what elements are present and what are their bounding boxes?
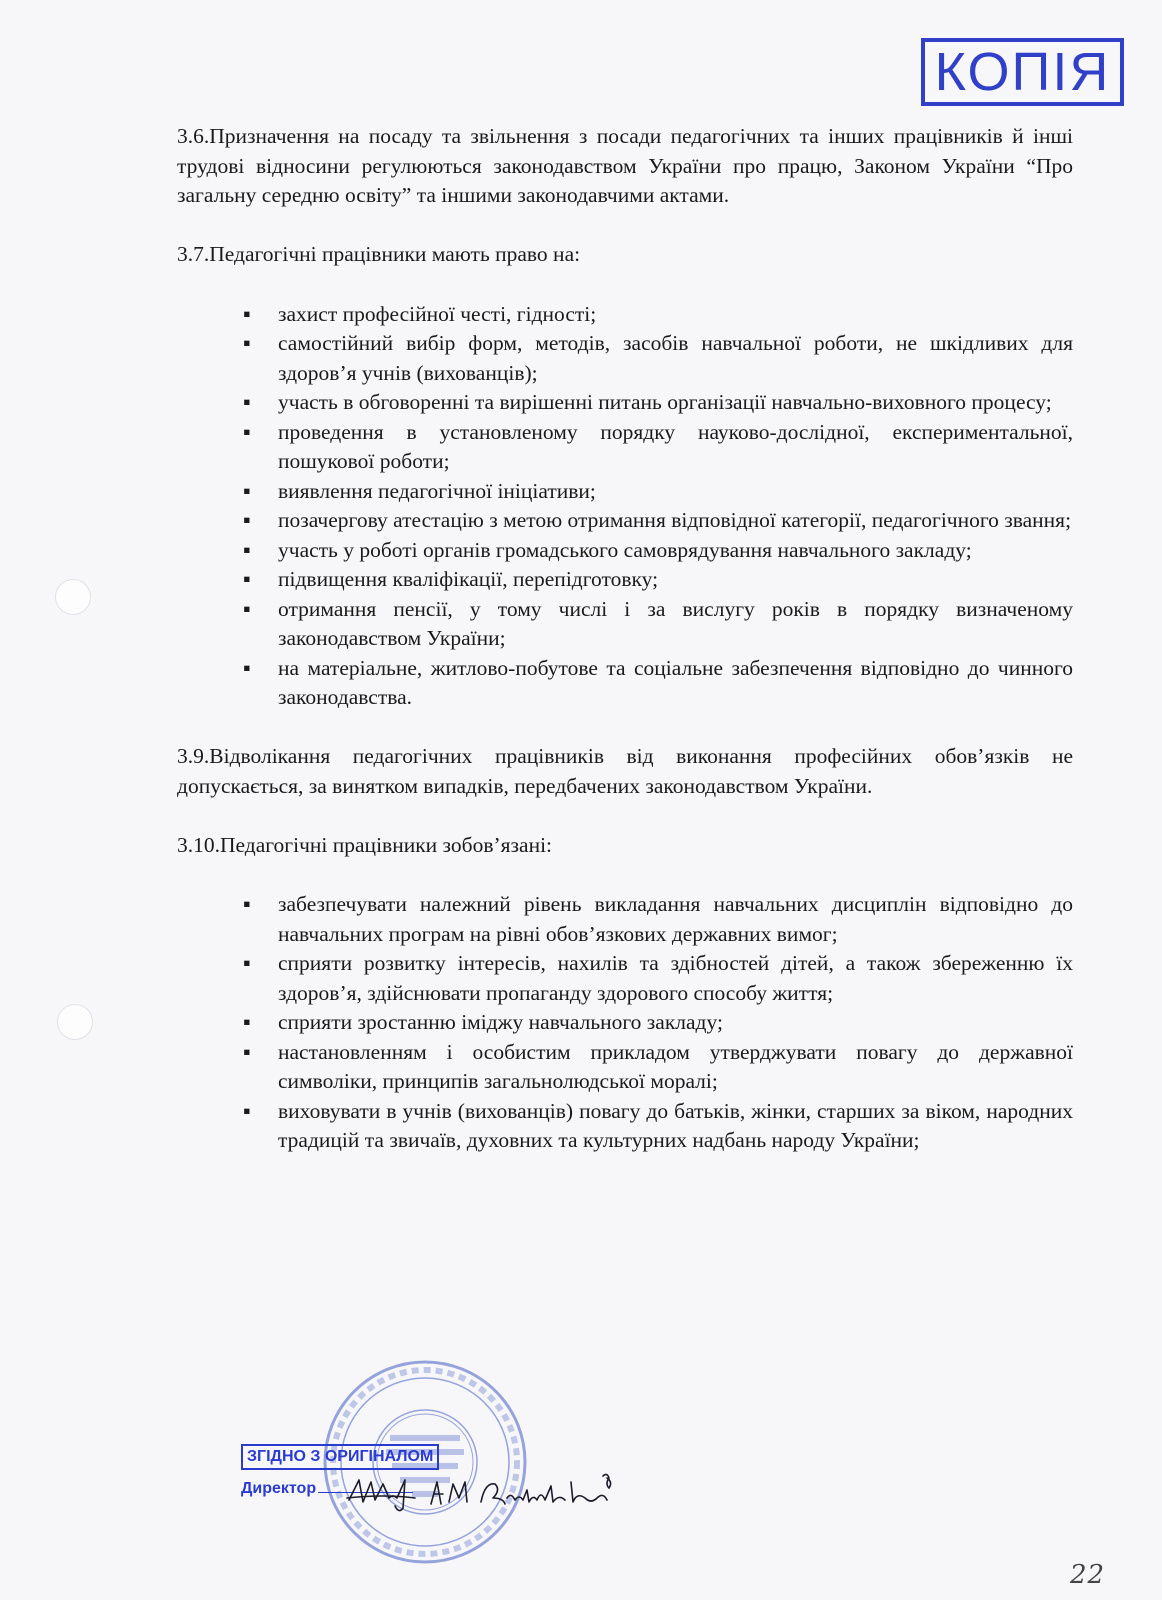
bullet-icon: ▪	[243, 419, 251, 444]
list-item-text: настановленням і особистим прикладом утверджувати повагу до державної символіки, принципів загальнолюдської моралі;	[278, 1039, 1073, 1093]
list-item	[177, 595, 1073, 654]
certified-copy-title: ЗГІДНО З ОРИГІНАЛОМ	[241, 1444, 439, 1470]
list-item	[177, 329, 1073, 388]
list-item-text: виховувати в учнів (вихованців) повагу до батьків, жінки, старших за віком, народних традицій та звичаїв, духовних та культурних надбань народу України;	[278, 1098, 1073, 1152]
list-item	[177, 565, 1073, 595]
list-item	[177, 536, 1073, 566]
list-item-text: позачергову атестацію з метою отримання відповідної категорії, педагогічного звання;	[278, 508, 1072, 532]
bullet-icon: ▪	[243, 478, 251, 503]
list-item	[177, 890, 1073, 949]
bullet-icon: ▪	[243, 1010, 251, 1034]
list-item-text: отримання пенсії, у тому числі і за вислугу років в порядку визначеному законодавством України;	[278, 596, 1073, 650]
bullet-icon: ▪	[243, 951, 251, 975]
document-body	[177, 122, 1073, 1156]
list-item-text: участь в обговоренні та вирішенні питань організації навчально-виховного процесу;	[278, 390, 1052, 414]
bullet-icon: ▪	[243, 301, 251, 326]
list-item	[177, 388, 1073, 418]
list-item	[177, 1038, 1073, 1097]
list-item-text: участь у роботі органів громадського самоврядування навчального закладу;	[278, 537, 972, 562]
bullet-icon: ▪	[243, 1098, 251, 1123]
list-item-text: підвищення кваліфікації, перепідготовку;	[278, 567, 659, 591]
list-item-text: сприяти зростанню іміджу навчального закладу;	[278, 1010, 723, 1034]
list-item-text: захист професійної честі, гідності;	[278, 301, 597, 326]
bullet-icon: ▪	[243, 1039, 251, 1064]
copy-stamp: КОПІЯ	[921, 38, 1124, 106]
list-item-text: самостійний вибір форм, методів, засобів навчальної роботи, не шкідливих для здоров’я учнів (вихованців);	[278, 331, 1073, 385]
list-item	[177, 418, 1073, 477]
bullet-icon: ▪	[243, 567, 251, 591]
bullet-icon: ▪	[243, 537, 251, 562]
list-item	[177, 1097, 1073, 1156]
director-signature	[345, 1468, 635, 1528]
bullet-icon: ▪	[243, 390, 251, 414]
list-item-text: сприяти розвитку інтересів, нахилів та здібностей дітей, а також збереженню їх здоров’я, здійснювати пропаганду здорового способу життя;	[278, 951, 1073, 1005]
paragraph-3-6: 3.6.Призначення на посаду та звільнення з посади педагогічних та інших працівників й інші трудові відносини регулюються законодавством України про працю, Законом України “Про загальну середню освіту” та іншими законодавчими актами.	[177, 124, 1073, 207]
punch-hole	[57, 1004, 93, 1040]
paragraph-3-7: 3.7.Педагогічні працівники мають право на:	[177, 242, 581, 266]
bullet-icon: ▪	[243, 655, 251, 680]
list-item-text: проведення в установленому порядку науково-дослідної, експериментальної, пошукової роботи;	[278, 419, 1073, 473]
list-item	[177, 300, 1073, 330]
paragraph-3-9: 3.9.Відволікання педагогічних працівників від виконання професійних обов’язків не допускається, за винятком випадків, передбачених законодавством України.	[177, 744, 1073, 798]
bullet-icon: ▪	[243, 596, 251, 621]
rights-list	[177, 300, 1073, 713]
page-number: 22	[1070, 1560, 1106, 1590]
paragraph-3-10: 3.10.Педагогічні працівники зобов’язані:	[177, 832, 553, 857]
list-item	[177, 1008, 1073, 1038]
list-item-text: забезпечувати належний рівень викладання навчальних дисциплін відповідно до навчальних програм на рівні обов’язкових державних вимог;	[278, 892, 1073, 946]
list-item-text: виявлення педагогічної ініціативи;	[278, 478, 596, 503]
bullet-icon: ▪	[243, 892, 251, 916]
bullet-icon: ▪	[243, 331, 251, 355]
bullet-icon: ▪	[243, 508, 251, 532]
director-label: Директор	[241, 1480, 317, 1497]
duties-list	[177, 890, 1073, 1156]
list-item	[177, 506, 1073, 536]
list-item	[177, 949, 1073, 1008]
list-item-text: на матеріальне, житлово-побутове та соціальне забезпечення відповідно до чинного законодавства.	[278, 655, 1073, 709]
list-item	[177, 654, 1073, 713]
punch-hole	[55, 579, 91, 615]
list-item	[177, 477, 1073, 507]
